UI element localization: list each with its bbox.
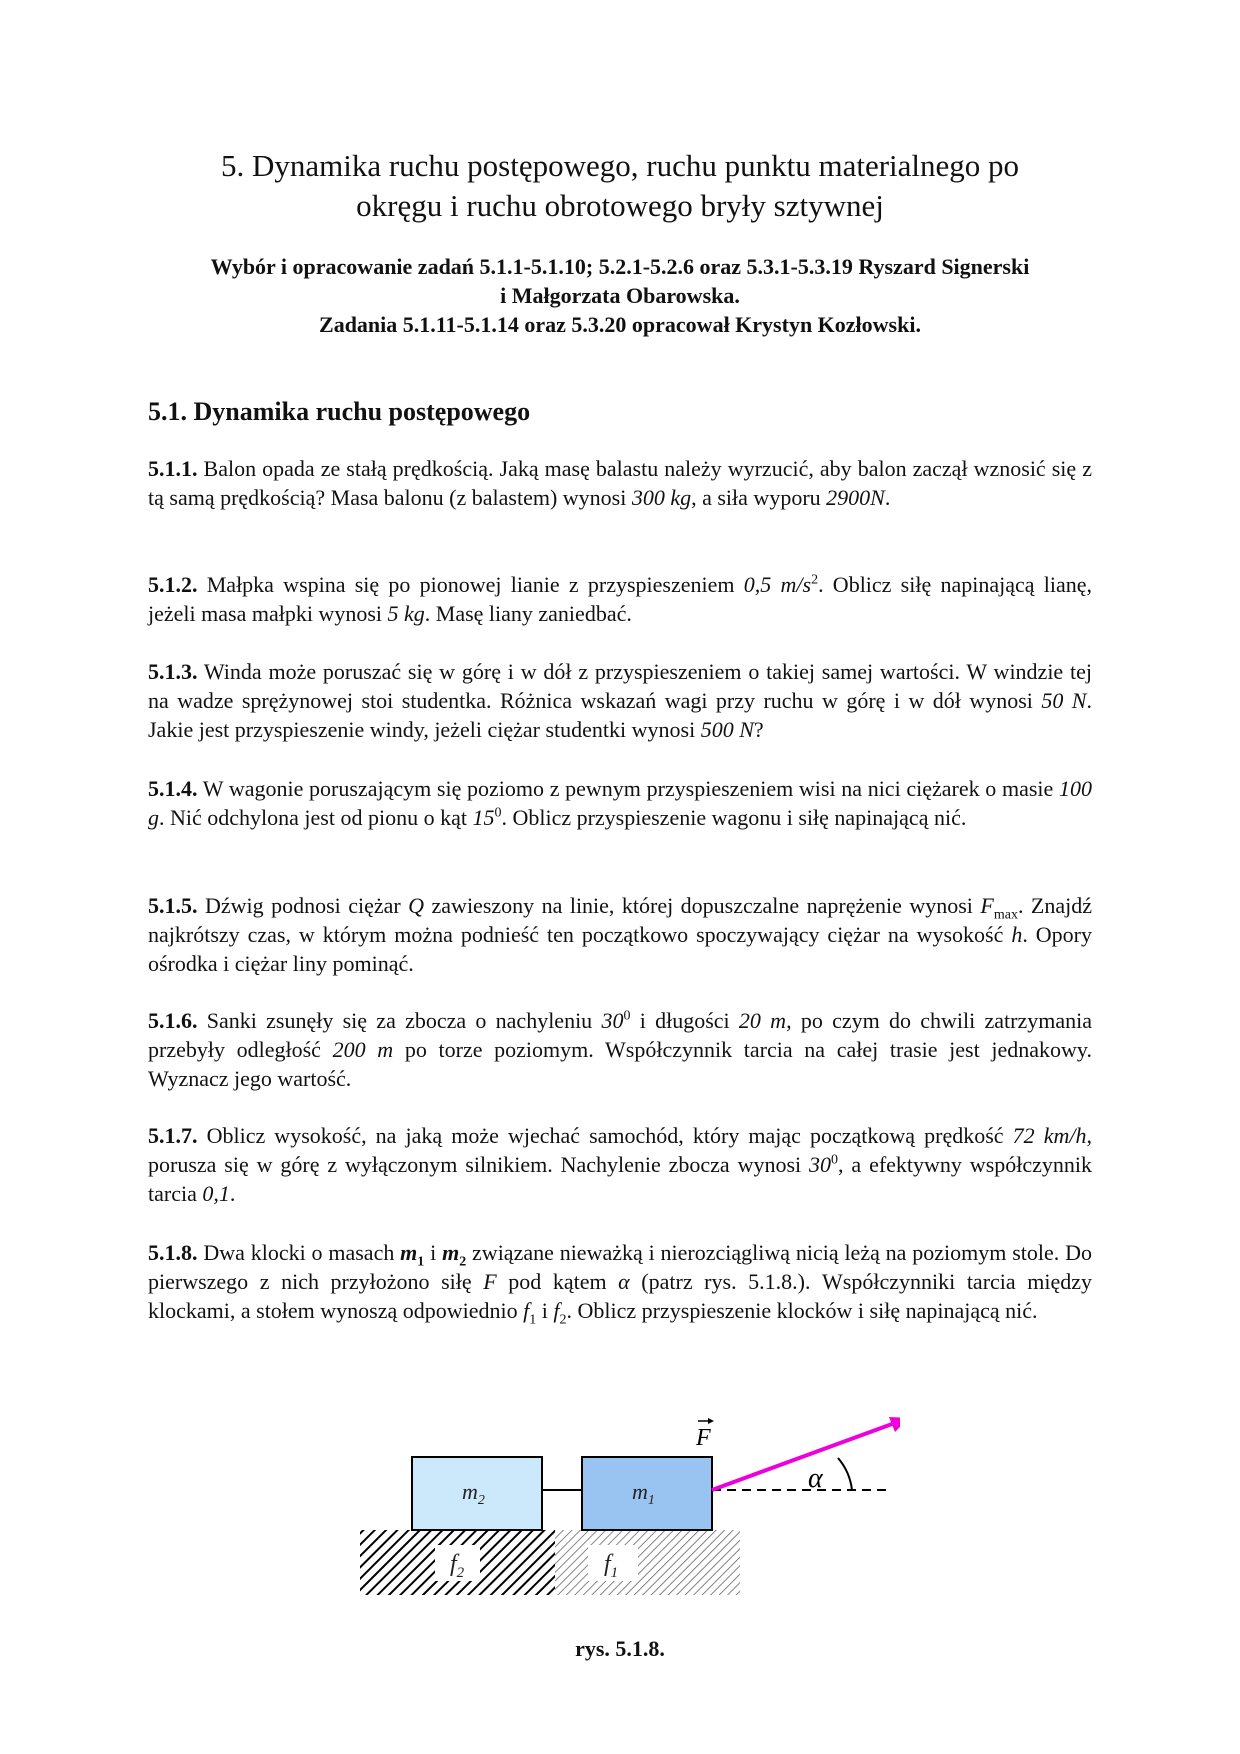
subscript: 2 xyxy=(459,1254,467,1270)
task-text: związane nieważką i nierozciągliwą nicią leżą na poziomym stole. Do pierwszego z nich przyłożono siłę xyxy=(148,1240,1092,1294)
authors-credits xyxy=(148,252,1092,339)
superscript: 0 xyxy=(623,1008,631,1024)
task-value: 300 kg xyxy=(631,485,692,510)
label-f2: $f_2$ xyxy=(450,1551,465,1581)
task-value: 5 kg xyxy=(387,601,425,626)
task-number: 5.1.2. xyxy=(148,572,198,597)
task-text: , po czym do chwili zatrzymania przebyły odległość xyxy=(148,1008,1092,1062)
task-5-1-3 xyxy=(148,657,1092,744)
task-text: i długości xyxy=(630,1008,739,1033)
table-surface-f1 xyxy=(555,1530,740,1595)
task-value: 30 xyxy=(809,1152,832,1177)
task-text: pod kątem xyxy=(496,1269,619,1294)
task-value: 72 km/h xyxy=(1012,1123,1087,1148)
force-vector-bar-tip xyxy=(708,1418,714,1424)
task-value: 100 g xyxy=(148,776,1092,830)
label-m2: $m_2$ xyxy=(462,1479,485,1508)
task-text: . Opory ośrodka i ciężar liny pominąć. xyxy=(148,922,1092,976)
mass-symbol: m xyxy=(400,1240,418,1265)
task-text: , porusza się w górę z wyłączonym silnikiem. Nachylenie zbocza wynosi xyxy=(148,1123,1092,1177)
task-5-1-6 xyxy=(148,1006,1092,1093)
task-value: Q xyxy=(408,893,425,918)
task-text: . Jakie jest przyspieszenie windy, jeżeli ciężar studentki wynosi xyxy=(148,688,1092,742)
task-number: 5.1.3. xyxy=(148,659,198,684)
task-value: 15 xyxy=(472,805,495,830)
subscript: max xyxy=(993,907,1018,923)
subscript: 2 xyxy=(559,1312,567,1328)
mass-symbol: m xyxy=(442,1240,460,1265)
label-m1: $m_1$ xyxy=(632,1479,655,1508)
task-text: i xyxy=(424,1240,443,1265)
label-alpha: α xyxy=(808,1463,823,1494)
task-value: 50 N xyxy=(1041,688,1087,713)
friction-symbol: f xyxy=(523,1298,530,1323)
task-text: . Nić odchylona jest od pionu o kąt xyxy=(159,805,473,830)
task-text: , a siła wyporu xyxy=(691,485,827,510)
task-text: Sanki zsunęły się za zbocza o nachyleniu xyxy=(197,1008,602,1033)
task-text: . Oblicz przyspieszenie wagonu i siłę napinającą nić. xyxy=(501,805,967,830)
force-arrow xyxy=(712,1424,892,1490)
figure-blocks-diagram xyxy=(340,1405,900,1595)
label-f1: $f_1$ xyxy=(604,1551,619,1581)
superscript: 0 xyxy=(494,805,502,821)
force-symbol: F xyxy=(483,1269,497,1294)
task-text: . Oblicz przyspieszenie klocków i siłę napinającą nić. xyxy=(566,1298,1038,1323)
task-text: Balon opada ze stałą prędkością. Jaką masę balastu należy wyrzucić, aby balon zaczął wznosić się z tą samą prędkością? Masa balonu (z balastem) wynosi xyxy=(148,456,1092,510)
task-number: 5.1.7. xyxy=(148,1123,198,1148)
task-text: Oblicz wysokość, na jaką może wjechać samochód, który mając początkową prędkość xyxy=(197,1123,1013,1148)
label-force: F xyxy=(696,1425,711,1451)
task-5-1-1 xyxy=(148,454,1092,512)
task-text: , a efektywny współczynnik tarcia xyxy=(148,1152,1093,1206)
task-number: 5.1.4. xyxy=(148,776,198,801)
subscript: 1 xyxy=(417,1254,425,1270)
figure-caption: rys. 5.1.8. xyxy=(575,1636,665,1661)
credits-line1: Wybór i opracowanie zadań 5.1.1-5.1.10; 5.2.1-5.2.6 oraz 5.3.1-5.3.19 Ryszard Signerski xyxy=(210,254,1030,279)
superscript: 2 xyxy=(811,572,819,588)
task-number: 5.1.8. xyxy=(148,1240,198,1265)
task-value: 30 xyxy=(601,1008,624,1033)
task-value: 200 m xyxy=(332,1037,394,1062)
chapter-title-line1: 5. Dynamika ruchu postępowego, ruchu punktu materialnego po xyxy=(220,148,1020,183)
task-text: (patrz rys. 5.1.8.). Współczynniki tarcia między klockami, a stołem wynoszą odpowiednio xyxy=(148,1269,1092,1323)
task-text: . Znajdź najkrótszy czas, w którym można podnieść ten początkowo spoczywający ciężar na wysokość xyxy=(148,893,1092,947)
task-text: W wagonie poruszającym się poziomo z pewnym przyspieszeniem wisi na nici ciężarek o masie xyxy=(197,776,1059,801)
task-5-1-2 xyxy=(148,570,1092,628)
superscript: 0 xyxy=(831,1152,839,1168)
task-text: Dwa klocki o masach xyxy=(197,1240,401,1265)
angle-arc xyxy=(838,1458,852,1490)
task-text: ? xyxy=(753,717,764,742)
friction-symbol: f xyxy=(553,1298,560,1323)
credits-line2: i Małgorzata Obarowska. xyxy=(500,283,740,308)
task-text: Małpka wspina się po pionowej lianie z przyspieszeniem xyxy=(197,572,744,597)
task-text: i xyxy=(536,1298,554,1323)
angle-symbol: α xyxy=(618,1269,630,1294)
task-value: h xyxy=(1011,922,1023,947)
task-text: Dźwig podnosi ciężar xyxy=(197,893,409,918)
task-value: 20 m xyxy=(738,1008,787,1033)
task-text: zawieszony na linie, której dopuszczalne naprężenie wynosi xyxy=(424,893,981,918)
task-5-1-4 xyxy=(148,774,1092,832)
credits-line3: Zadania 5.1.11-5.1.14 oraz 5.3.20 opracował Krystyn Kozłowski. xyxy=(319,312,921,337)
task-number: 5.1.5. xyxy=(148,893,198,918)
task-value: 500 N xyxy=(700,717,754,742)
section-title: 5.1. Dynamika ruchu postępowego xyxy=(148,397,531,426)
task-value: 0,1 xyxy=(202,1181,230,1206)
task-number: 5.1.6. xyxy=(148,1008,198,1033)
task-text: . xyxy=(884,485,891,510)
task-text: . Oblicz siłę napinającą lianę, jeżeli masa małpki wynosi xyxy=(148,572,1093,626)
task-text: po torze poziomym. Współczynnik tarcia na całej trasie jest jednakowy. Wyznacz jego wartość. xyxy=(148,1037,1092,1091)
task-text: . Masę liany zaniedbać. xyxy=(424,601,632,626)
task-number: 5.1.1. xyxy=(148,456,198,481)
task-value: 2900N xyxy=(826,485,885,510)
task-text: . xyxy=(229,1181,236,1206)
task-5-1-5 xyxy=(148,891,1092,978)
subscript: 1 xyxy=(529,1312,537,1328)
task-5-1-7 xyxy=(148,1121,1092,1208)
task-text: Winda może poruszać się w górę i w dół z przyspieszeniem o takiej samej wartości. W windzie tej na wadze sprężynowej stoi studentka. Różnica wskazań wagi przy ruchu w górę i w dół wynosi xyxy=(148,659,1092,713)
chapter-title xyxy=(148,146,1092,226)
task-5-1-8 xyxy=(148,1238,1092,1328)
task-value: 0,5 m/s xyxy=(743,572,812,597)
task-value: F xyxy=(980,893,994,918)
chapter-title-line2: okręgu i ruchu obrotowego bryły sztywnej xyxy=(356,188,884,223)
